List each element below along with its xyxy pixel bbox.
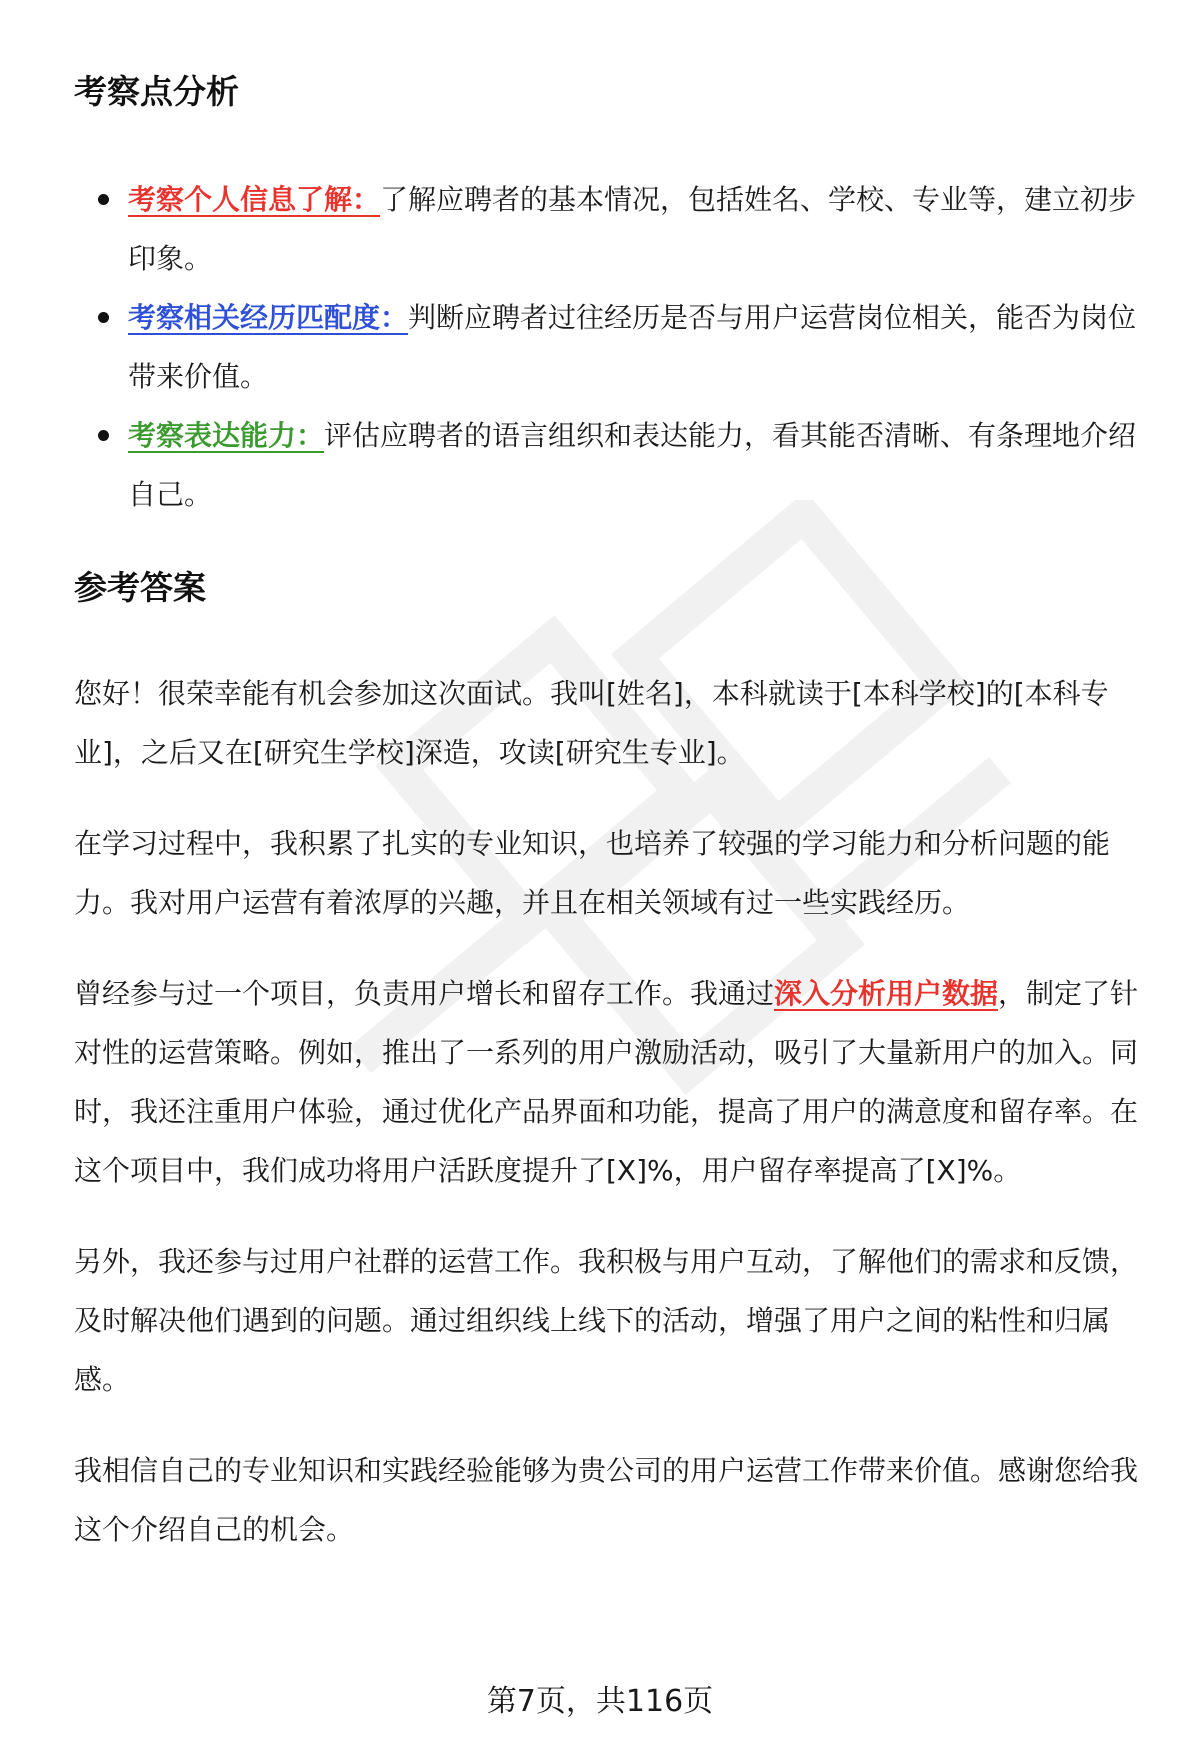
bullet-dot-icon — [98, 312, 109, 323]
answer-paragraph-1: 您好！很荣幸能有机会参加这次面试。我叫[姓名]，本科就读于[本科学校]的[本科专业]，之后又在[研究生学校]深造，攻读[研究生专业]。 — [74, 677, 1109, 769]
highlight-keyword: 深入分析用户数据 — [774, 977, 999, 1010]
bullet-text: 了解应聘者的基本情况，包括姓名、学校、专业等，建立初步印象。 — [128, 183, 1137, 275]
page-number-footer: 第7页，共116页 — [486, 1684, 714, 1719]
bullet-keyword: 考察个人信息了解： — [128, 183, 381, 216]
list-item — [74, 406, 1154, 524]
analysis-bullet-list — [74, 170, 1154, 524]
paragraph-text: 曾经参与过一个项目，负责用户增长和留存工作。我通过 — [74, 977, 775, 1010]
answer-paragraph-2: 在学习过程中，我积累了扎实的专业知识，也培养了较强的学习能力和分析问题的能力。我对用户运营有着浓厚的兴趣，并且在相关领域有过一些实践经历。 — [74, 827, 1111, 919]
bullet-dot-icon — [98, 194, 109, 205]
bullet-keyword: 考察表达能力： — [128, 419, 325, 452]
answer-paragraph-4: 另外，我还参与过用户社群的运营工作。我积极与用户互动，了解他们的需求和反馈，及时解决他们遇到的问题。通过组织线上线下的活动，增强了用户之间的粘性和归属感。 — [74, 1245, 1139, 1396]
answer-paragraph-3 — [74, 964, 1154, 1200]
section-title-analysis: 考察点分析 — [74, 72, 239, 111]
bullet-dot-icon — [98, 430, 109, 441]
section-title-answer: 参考答案 — [74, 568, 206, 607]
bullet-text: 评估应聘者的语言组织和表达能力，看其能否清晰、有条理地介绍自己。 — [128, 419, 1137, 511]
answer-paragraph-5: 我相信自己的专业知识和实践经验能够为贵公司的用户运营工作带来价值。感谢您给我这个介绍自己的机会。 — [74, 1454, 1139, 1546]
bullet-keyword: 考察相关经历匹配度： — [128, 301, 409, 334]
list-item — [74, 288, 1154, 406]
list-item — [74, 170, 1154, 288]
answer-body — [74, 664, 1154, 1591]
bullet-text: 判断应聘者过往经历是否与用户运营岗位相关，能否为岗位带来价值。 — [128, 301, 1137, 393]
paragraph-text: ，制定了针对性的运营策略。例如，推出了一系列的用户激励活动，吸引了大量新用户的加入。同时，我还注重用户体验，通过优化产品界面和功能，提高了用户的满意度和留存率。在这个项目中，我们成功将用户活跃度提升了[X]%，用户留存率提高了[X]%。 — [74, 977, 1139, 1187]
